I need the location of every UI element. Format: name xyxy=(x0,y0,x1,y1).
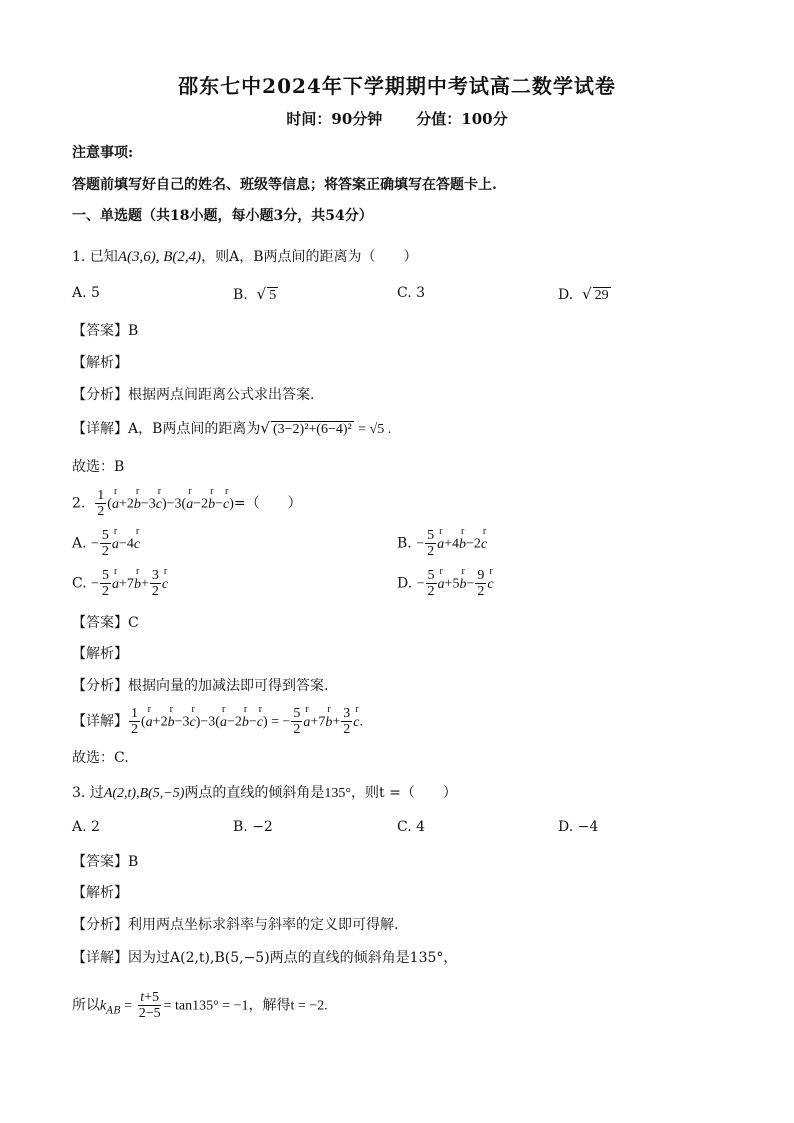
q1-option-b[interactable]: B. √ 5 xyxy=(233,285,277,303)
q2-conclusion: 故选：C. xyxy=(72,750,129,766)
q1-answer: 【答案】B xyxy=(72,323,139,339)
exam-subtitle xyxy=(0,108,794,129)
q2-option-d[interactable]: D. − $\frac{5}{2}$ r a+5r b− $\frac{9}{2}$ r c xyxy=(397,568,494,599)
exam-time: 时间：90分钟 xyxy=(286,110,383,128)
section-title: 一、单选题（共18小题，每小题3分，共54分） xyxy=(72,208,373,224)
q1-option-c[interactable]: C. 3 xyxy=(397,285,426,301)
exam-title: 邵东七中2024年下学期期中考试高二数学试卷 xyxy=(178,74,616,98)
q3-option-d[interactable]: D. −4 xyxy=(558,819,599,835)
q1-option-d[interactable]: D. √ 29 xyxy=(558,285,609,303)
q3-final: 所以$k_{AB}$ = $\frac{t+5}{2-5}$ = tan135° = −1，解得t = −2. xyxy=(72,990,328,1021)
q1-detail: 【详解】A，B两点间的距离为√ (3−2)²+(6−4)² = √5 . xyxy=(72,419,392,437)
q3-option-c[interactable]: C. 4 xyxy=(397,819,426,835)
q2-option-a[interactable]: A. − $\frac{5}{2}$ r a−4r c xyxy=(72,528,140,559)
q2-analysis-head: 【解析】 xyxy=(72,646,128,662)
q1-stem: 1. 已知A(3,6), B(2,4)，则A，B两点间的距离为（ ） xyxy=(72,249,418,265)
notes-heading: 注意事项: xyxy=(72,145,134,161)
q3-stem: 3. 过A(2,t),B(5,−5)两点的直线的倾斜角是135°，则t =（ ） xyxy=(72,785,457,801)
notes-text: 答题前填写好自己的姓名、班级等信息；将答案正确填写在答题卡上. xyxy=(72,177,497,193)
q1-analysis: 【分析】根据两点间距离公式求出答案. xyxy=(72,387,315,403)
q3-option-b[interactable]: B. −2 xyxy=(233,819,273,835)
exam-score: 分值：100分 xyxy=(416,110,508,128)
q2-option-b[interactable]: B. − $\frac{5}{2}$ r a+4r b−2r c xyxy=(397,528,487,559)
q2-answer: 【答案】C xyxy=(72,615,139,631)
q2-analysis: 【分析】根据向量的加减法即可得到答案. xyxy=(72,678,329,694)
q3-answer: 【答案】B xyxy=(72,854,139,870)
q1-option-a[interactable]: A. 5 xyxy=(72,285,100,301)
q2-option-c[interactable]: C. − $\frac{5}{2}$ r a+7r b+ $\frac{3}{2}$ r c xyxy=(72,568,168,599)
q3-option-a[interactable]: A. 2 xyxy=(72,819,100,835)
q1-conclusion: 故选：B xyxy=(72,459,125,475)
q1-analysis-head: 【解析】 xyxy=(72,355,128,371)
sqrt-icon: √ xyxy=(256,285,267,303)
q1-points: A(3,6), B(2,4) xyxy=(117,249,202,265)
q2-detail: 【详解】 $\frac{1}{2}$ (r a+2r b−3r c)−3(r a−2r b−r c) = − $\frac{5}{2}$ r a+7r b+ $\frac{3}{2}$ r c. xyxy=(72,706,363,737)
q3-analysis-head: 【解析】 xyxy=(72,885,128,901)
sqrt-icon: √ xyxy=(260,419,270,437)
q3-detail: 【详解】因为过A(2,t),B(5,−5)两点的直线的倾斜角是135°， xyxy=(72,950,458,966)
q3-analysis: 【分析】利用两点坐标求斜率与斜率的定义即可得解. xyxy=(72,917,399,933)
q2-stem: 2. $\frac{1}{2}$ (r a+2r b−3r c)−3(r a−2r b−r c)=（ ） xyxy=(72,488,302,519)
sqrt-icon: √ xyxy=(582,285,592,303)
